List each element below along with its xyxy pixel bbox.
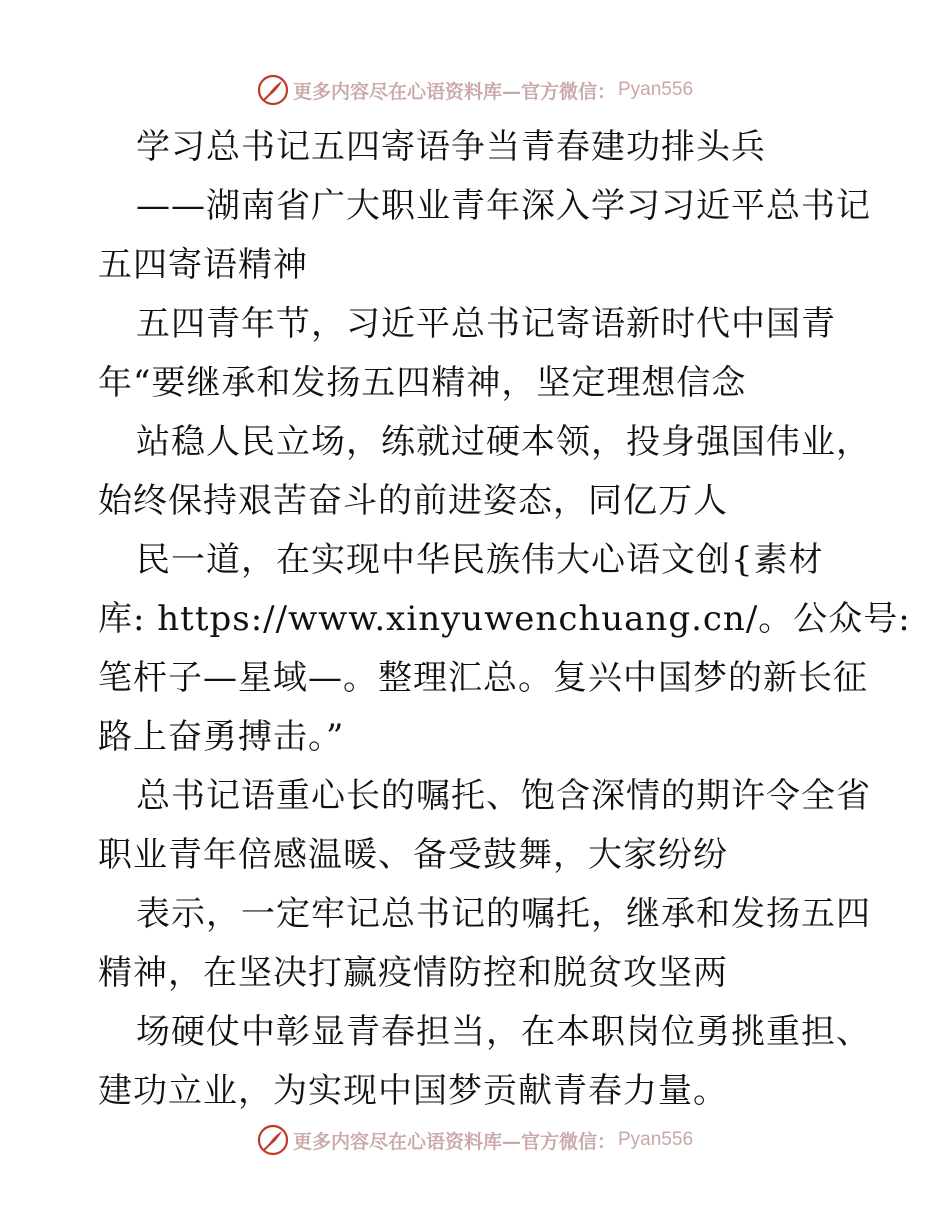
doc-subtitle-cont: 五四寄语精神: [98, 245, 308, 285]
footer-wechat-id: Pyan556: [618, 1129, 694, 1150]
red-quill-logo-icon: [257, 1124, 289, 1156]
paragraph-line: 站稳人民立场，练就过硬本领，投身强国伟业，: [136, 422, 871, 462]
paragraph-line: 路上奋勇搏击。”: [98, 717, 345, 757]
paragraph-line: 库: https://www.xinyuwenchuang.cn/。公众号:: [98, 599, 911, 639]
paragraph-line: 表示，一定牢记总书记的嘱托，继承和发扬五四: [136, 894, 871, 934]
paragraph-line: 笔杆子—星域—。整理汇总。复兴中国梦的新长征: [98, 658, 868, 698]
paragraph-line: 精神，在坚决打赢疫情防控和脱贫攻坚两: [98, 953, 728, 993]
paragraph-line: 民一道，在实现中华民族伟大心语文创{素材: [136, 540, 824, 580]
document-body: [98, 118, 911, 1121]
paragraph-line: 职业青年倍感温暖、备受鼓舞，大家纷纷: [98, 835, 728, 875]
red-quill-logo-icon: [257, 74, 289, 106]
header-banner-text: 更多内容尽在心语资料库—官方微信：: [292, 80, 616, 103]
footer-banner: [0, 1120, 950, 1160]
doc-subtitle: ——湖南省广大职业青年深入学习习近平总书记: [136, 186, 871, 226]
paragraph-line: 建功立业，为实现中国梦贡献青春力量。: [98, 1071, 728, 1111]
paragraph-line: 场硬仗中彰显青春担当，在本职岗位勇挑重担、: [136, 1012, 871, 1052]
header-wechat-id: Pyan556: [618, 79, 694, 100]
doc-title: 学习总书记五四寄语争当青春建功排头兵: [136, 127, 766, 167]
paragraph-line: 五四青年节，习近平总书记寄语新时代中国青: [136, 304, 836, 344]
paragraph-line: 年“要继承和发扬五四精神，坚定理想信念: [98, 363, 747, 403]
footer-banner-text: 更多内容尽在心语资料库—官方微信：: [292, 1130, 616, 1153]
header-banner: [0, 70, 950, 110]
paragraph-line: 始终保持艰苦奋斗的前进姿态，同亿万人: [98, 481, 728, 521]
paragraph-line: 总书记语重心长的嘱托、饱含深情的期许令全省: [136, 776, 871, 816]
